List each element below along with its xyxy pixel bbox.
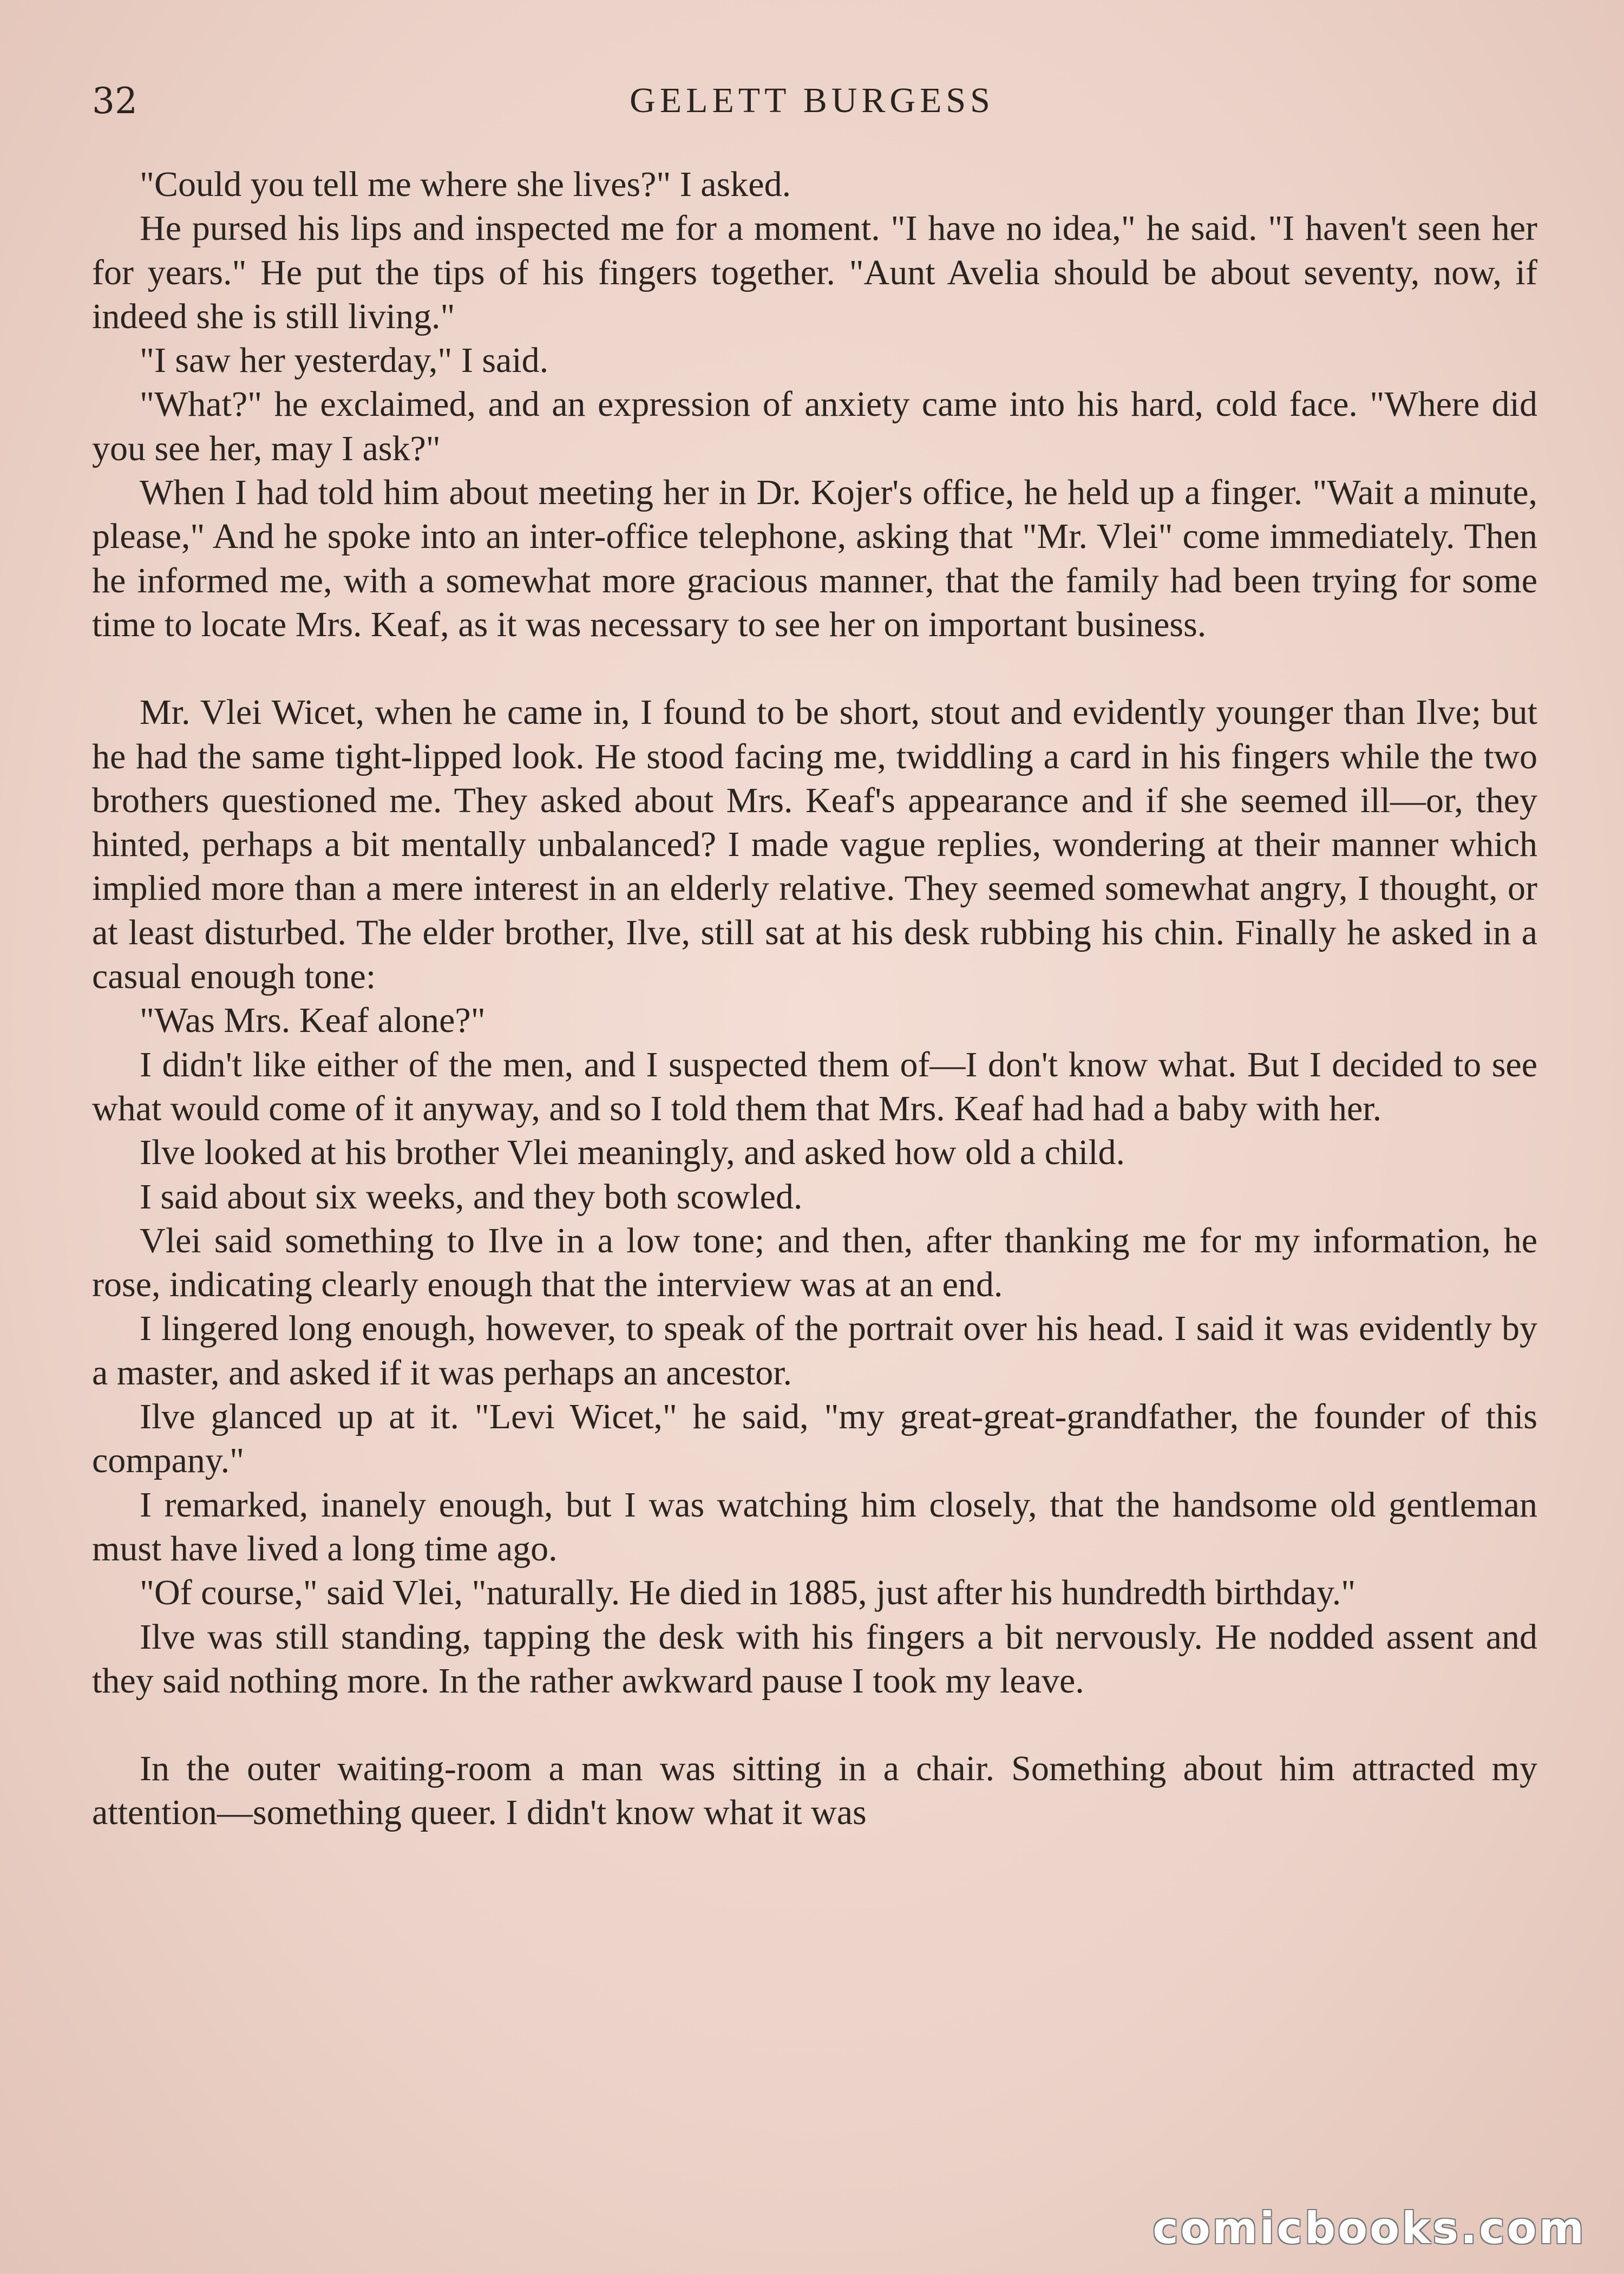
paragraph: I remarked, inanely enough, but I was watching him closely, that the handsome old gentleman must have lived a long time ago. <box>92 1485 1537 1569</box>
paragraph: When I had told him about meeting her in Dr. Kojer's office, he held up a finger. "Wait a minute, please," And he spoke into an inter-office telephone, asking that "Mr. Vlei" come immediately. Then he informed me, with a somewhat more gracious manner, that the family had been trying for some time to locate Mrs. Keaf, as it was necessary to see her on important business. <box>92 473 1537 644</box>
watermark: comicbooks.com <box>1152 2203 1586 2253</box>
paragraph: Mr. Vlei Wicet, when he came in, I found to be short, stout and evidently younger than Ilve; but he had the same tight-lipped look. He stood facing me, twiddling a card in his fingers while the two brothers questioned me. They asked about Mrs. Keaf's appearance and if she seemed ill—or, they hinted, perhaps a bit mentally unbalanced? I made vague replies, wondering at their manner which implied more than a mere interest in an elderly relative. They seemed somewhat angry, I thought, or at least disturbed. The elder brother, Ilve, still sat at his desk rubbing his chin. Finally he asked in a casual enough tone: <box>92 692 1537 997</box>
paragraph: He pursed his lips and inspected me for a moment. "I have no idea," he said. "I haven't seen her for years." He put the tips of his fingers together. "Aunt Avelia should be about seventy, now, if indeed she is still living." <box>92 208 1537 336</box>
body-text <box>92 162 1537 1835</box>
paragraph: I didn't like either of the men, and I suspected them of—I don't know what. But I decided to see what would come of it anyway, and so I told them that Mrs. Keaf had had a baby with her. <box>92 1044 1537 1128</box>
paragraph: "I saw her yesterday," I said. <box>140 341 549 381</box>
paragraph: I lingered long enough, however, to speak of the portrait over his head. I said it was evidently by a master, and asked if it was perhaps an ancestor. <box>92 1309 1537 1393</box>
paragraph: "Was Mrs. Keaf alone?" <box>140 1001 486 1041</box>
running-head: GELETT BURGESS <box>630 81 994 120</box>
section-break <box>92 1703 1537 1747</box>
paragraph: "Of course," said Vlei, "naturally. He died in 1885, just after his hundredth birthday." <box>140 1573 1356 1613</box>
paragraph: "What?" he exclaimed, and an expression of anxiety came into his hard, cold face. "Where did you see her, may I ask?" <box>92 384 1537 468</box>
paragraph: In the outer waiting-room a man was sitting in a chair. Something about him attracted my attention—something queer. I didn't know what it was <box>92 1749 1537 1833</box>
page-number: 32 <box>92 80 137 122</box>
paragraph: Ilve glanced up at it. "Levi Wicet," he said, "my great-great-grandfather, the founder of this company." <box>92 1397 1537 1481</box>
paragraph: Ilve looked at his brother Vlei meaningly, and asked how old a child. <box>140 1133 1125 1173</box>
paragraph: Vlei said something to Ilve in a low tone; and then, after thanking me for my information, he rose, indicating clearly enough that the interview was at an end. <box>92 1220 1537 1305</box>
paragraph: Ilve was still standing, tapping the desk with his fingers a bit nervously. He nodded assent and they said nothing more. In the rather awkward pause I took my leave. <box>92 1617 1537 1701</box>
paragraph: "Could you tell me where she lives?" I asked. <box>140 165 791 204</box>
page-header <box>92 80 1532 129</box>
section-break <box>92 646 1537 690</box>
paragraph: I said about six weeks, and they both scowled. <box>140 1177 803 1217</box>
